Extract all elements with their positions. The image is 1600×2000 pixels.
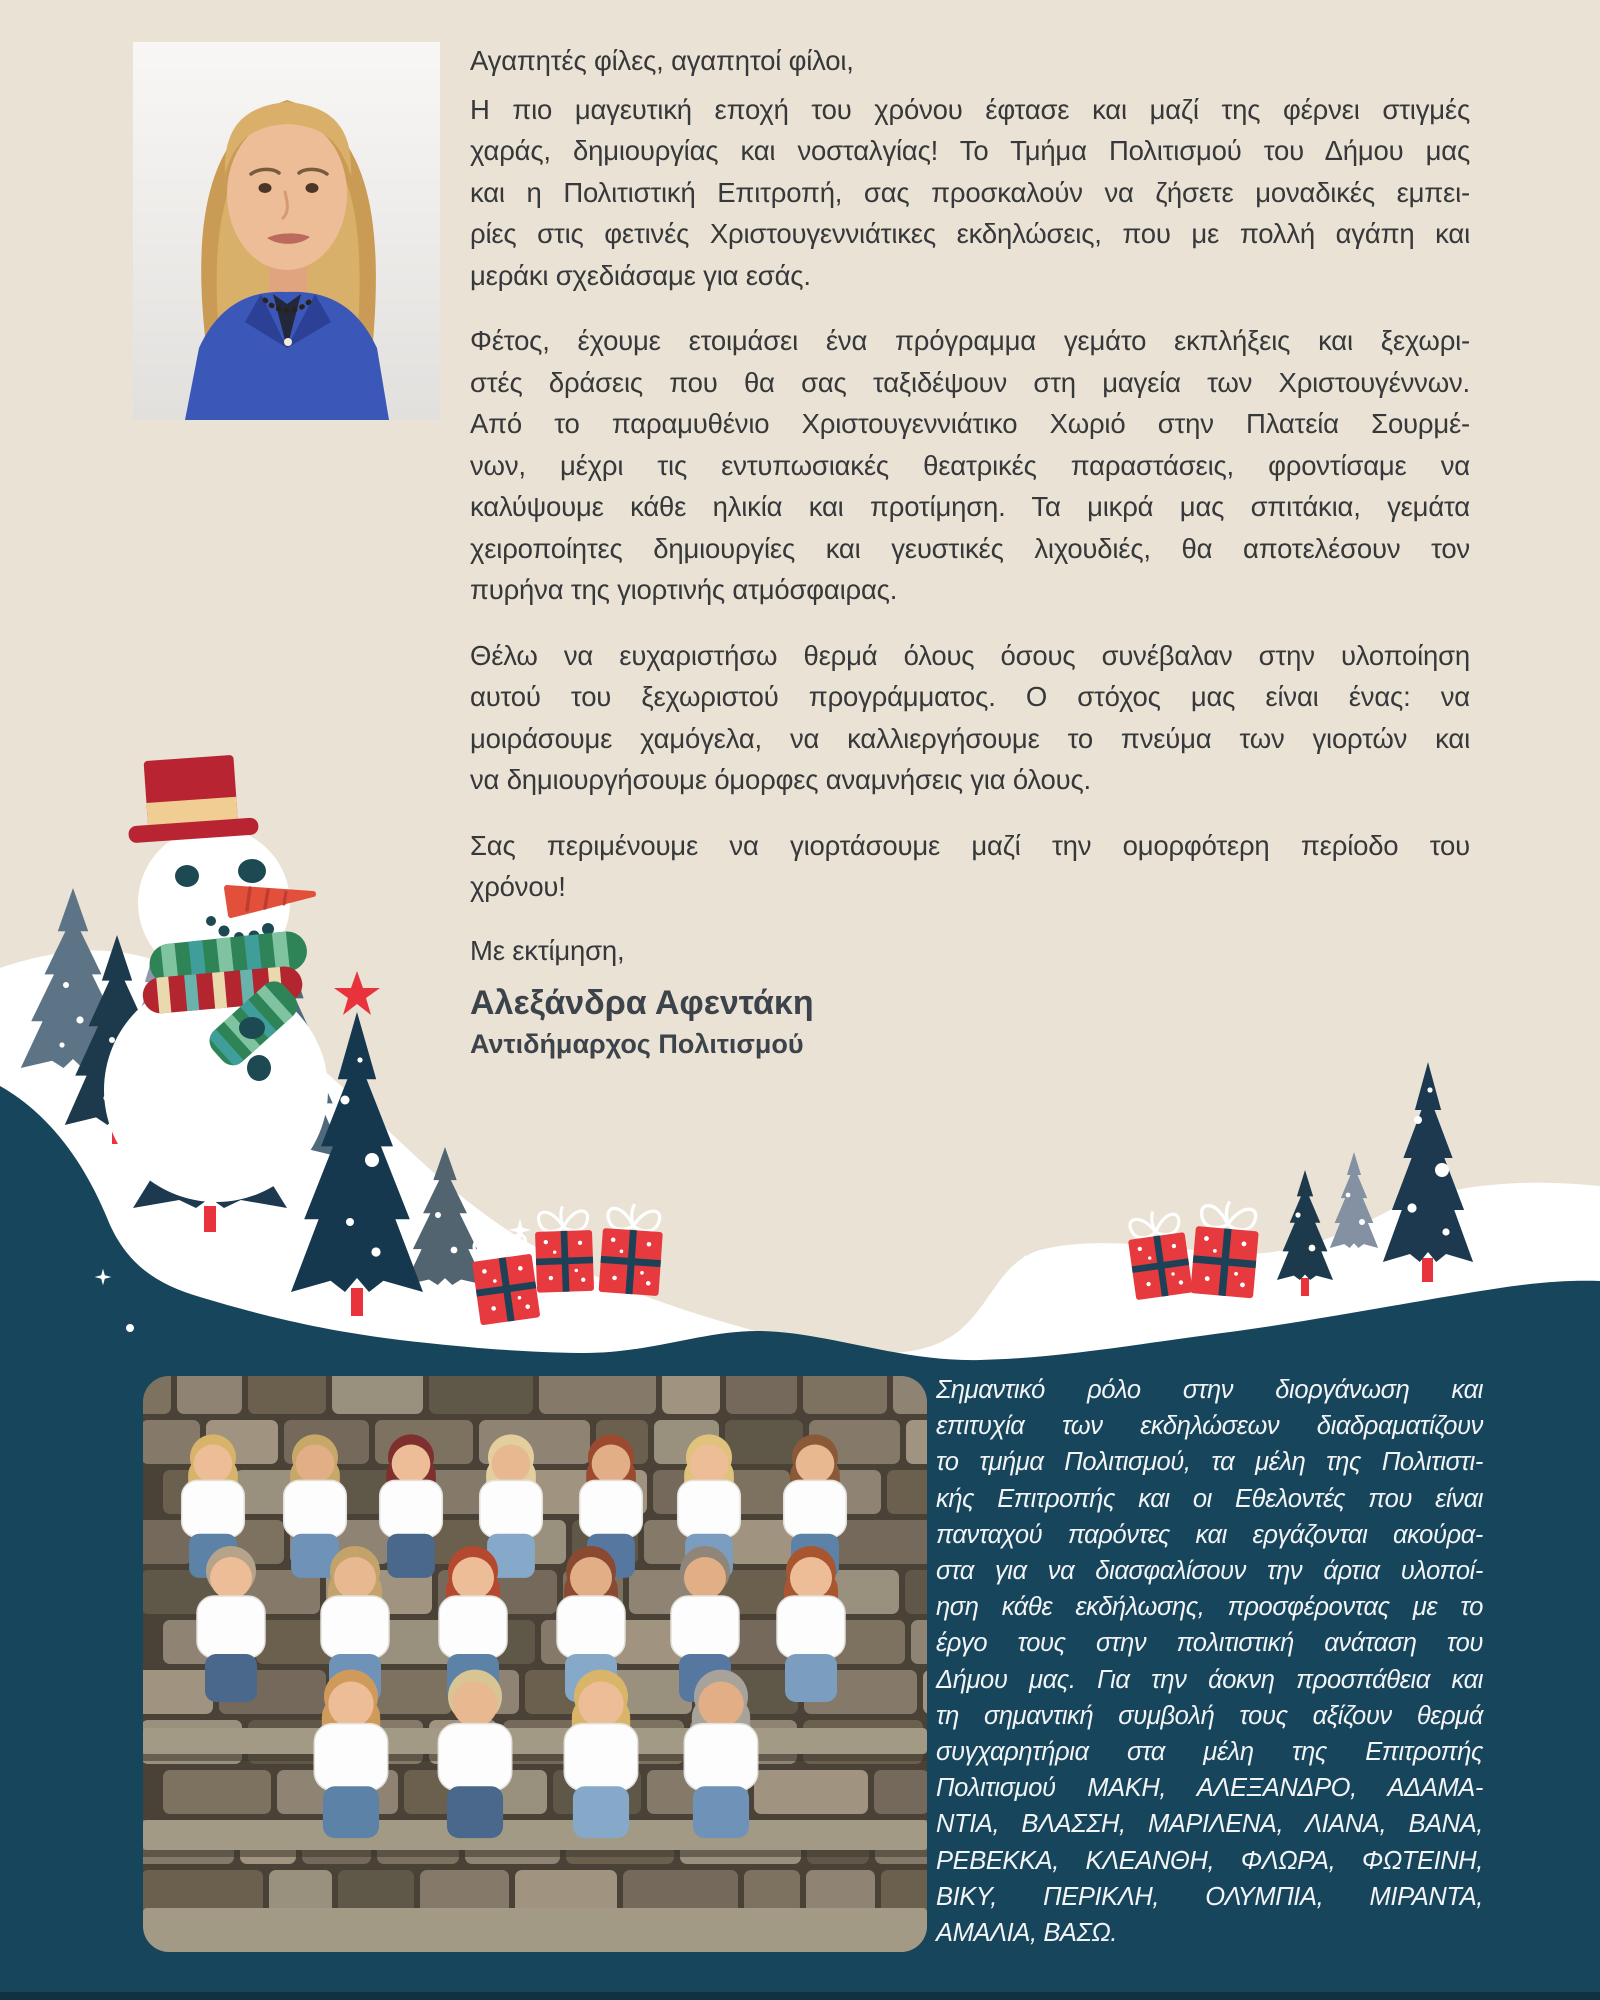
text-line: στές δράσεις που θα σας ταξιδέψουν στη μαγεία των Χριστουγέννων.	[470, 366, 1470, 398]
text-line: Πολιτισμού ΜΑΚΗ, ΑΛΕΞΑΝΔΡΟ, ΑΔΑΜΑ-	[936, 1774, 1483, 1803]
letter-paragraph	[470, 89, 1470, 297]
snowman-hat	[124, 753, 259, 843]
text-line: ηση κάθε εκδήλωσης, προσφέροντας με το	[936, 1593, 1483, 1622]
portrait-illustration	[133, 42, 440, 420]
text-line: Η πιο μαγευτική εποχή του χρόνου έφτασε και μαζί της φέρνει στιγμές	[470, 93, 1470, 125]
text-line: να δημιουργήσουμε όμορφες αναμνήσεις για όλους.	[470, 764, 1091, 795]
text-line: Σας περιμένουμε να γιορτάσουμε μαζί την ομορφότερη περίοδο του	[470, 829, 1470, 861]
text-line: χειροποίητες δημιουργίες και γευστικές λιχουδιές, θα αποτελέσουν τον	[470, 532, 1470, 564]
group-photo	[143, 1376, 927, 1952]
text-line: μοιράσουμε χαμόγελα, να καλλιεργήσουμε το πνεύμα των γιορτών και	[470, 722, 1470, 754]
letter-paragraph	[470, 320, 1470, 611]
text-line: και η Πολιτιστική Επιτροπή, σας προσκαλούν να ζήσετε μοναδικές εμπει-	[470, 176, 1470, 208]
text-line: Από το παραμυθένιο Χριστουγεννιάτικο Χωριό στην Πλατεία Σουρμέ-	[470, 408, 1470, 439]
text-line: έργο τους στην πολιτιστική ανάταση του	[936, 1629, 1483, 1658]
text-line: Φέτος, έχουμε ετοιμάσει ένα πρόγραμμα γεμάτο εκπλήξεις και ξεχωρι-	[470, 325, 1470, 356]
page-bottom-edge	[0, 1992, 1600, 2000]
text-line: ΡΕΒΕΚΚΑ, ΚΛΕΑΝΘΗ, ΦΛΩΡΑ, ΦΩΤΕΙΝΗ,	[936, 1846, 1483, 1875]
text-line: νων, μέχρι τις εντυπωσιακές θεατρικές παραστάσεις, φροντίσαμε να	[470, 449, 1470, 481]
text-line: χρόνου!	[470, 871, 566, 902]
text-line: κής Επιτροπής και οι Εθελοντές που είναι	[936, 1484, 1483, 1513]
text-line: πανταχού παρόντες και εργάζονται ακούρα-	[936, 1520, 1483, 1549]
portrait-photo	[133, 42, 440, 420]
text-line: χαράς, δημιουργίας και νοσταλγίας! Το Τμήμα Πολιτισμού του Δήμου μας	[470, 135, 1470, 166]
text-line: πυρήνα της γιορτινής ατμόσφαιρας.	[470, 574, 898, 605]
letter-closing: Με εκτίμηση,	[470, 934, 625, 966]
text-line: το τμήμα Πολιτισμού, τα μέλη της Πολιτιστι-	[936, 1448, 1483, 1477]
text-line: Δήμου μας. Για την άοκνη προσπάθεια και	[936, 1665, 1483, 1694]
text-line: Θέλω να ευχαριστήσω θερμά όλους όσους συνέβαλαν στην υλοποίηση	[470, 639, 1470, 671]
star-icon	[334, 971, 380, 1015]
text-line: Σημαντικό ρόλο στην διοργάνωση και	[936, 1376, 1483, 1404]
text-line: καλύψουμε κάθε ηλικία και προτίμηση. Τα μικρά μας σπιτάκια, γεμάτα	[470, 491, 1470, 522]
group-photo-illustration	[143, 1376, 927, 1952]
letter-greeting: Αγαπητές φίλες, αγαπητοί φίλοι,	[470, 45, 854, 76]
committee-note	[936, 1372, 1483, 1951]
text-line: επιτυχία των εκδηλώσεων διαδραματίζουν	[936, 1412, 1483, 1441]
text-line: ΝΤΙΑ, ΒΛΑΣΣΗ, ΜΑΡΙΛΕΝΑ, ΛΙΑΝΑ, ΒΑΝΑ,	[936, 1810, 1483, 1839]
text-line: ΒΙΚΥ, ΠΕΡΙΚΛΗ, ΟΛΥΜΠΙΑ, ΜΙΡΑΝΤΑ,	[936, 1882, 1483, 1911]
text-line: στα για να διασφαλίσουν την άρτια υλοποί-	[936, 1557, 1483, 1586]
text-line: μεράκι σχεδιάσαμε για εσάς.	[470, 259, 811, 291]
text-line: ρίες στις φετινές Χριστουγεννιάτικες εκδηλώσεις, που με πολλή αγάπη και	[470, 218, 1470, 249]
text-line: αυτού του ξεχωριστού προγράμματος. Ο στόχος μας είναι ένας: να	[470, 681, 1470, 712]
signature-title: Αντιδήμαρχος Πολιτισμού	[470, 1029, 804, 1059]
text-line: τη σημαντική συμβολή τους αξίζουν θερμά	[936, 1701, 1483, 1730]
winter-scene-illustration	[0, 740, 1600, 1400]
text-line: συγχαρητήρια στα μέλη της Επιτροπής	[936, 1738, 1483, 1767]
signature-name: Αλεξάνδρα Αφεντάκη	[470, 984, 814, 1022]
text-line: ΑΜΑΛΙΑ, ΒΑΣΩ.	[936, 1919, 1118, 1948]
